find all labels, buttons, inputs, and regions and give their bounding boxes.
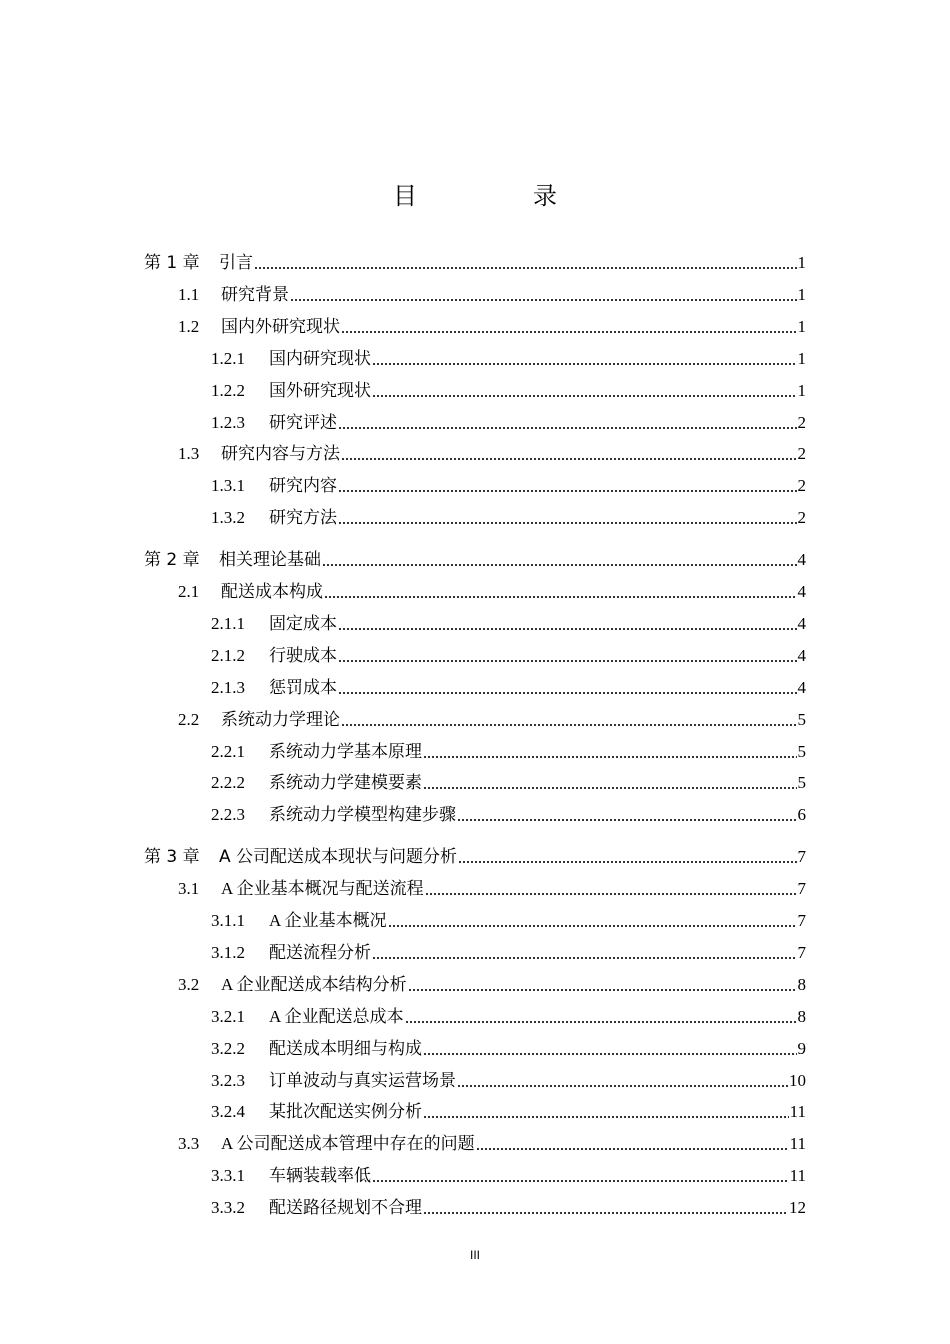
toc-entry-page: 7	[797, 847, 806, 867]
toc-entry-page: 1	[797, 348, 806, 368]
toc-dot-leader	[388, 922, 797, 928]
toc-dot-leader	[423, 1050, 797, 1056]
toc-dot-leader	[423, 784, 797, 790]
toc-dot-leader	[338, 657, 797, 663]
toc-dot-leader	[423, 1209, 788, 1215]
toc-entry[interactable]	[211, 934, 806, 964]
toc-dot-leader	[341, 328, 797, 334]
toc-entry[interactable]	[211, 467, 806, 497]
toc-entry-title: 系统动力学理论	[221, 709, 340, 729]
toc-entry[interactable]	[211, 1157, 806, 1187]
toc-entry-page: 9	[797, 1038, 806, 1058]
toc-entry-title: A 企业配送成本结构分析	[221, 974, 407, 994]
toc-dot-leader	[341, 721, 797, 727]
toc-entry-page: 7	[797, 942, 806, 962]
toc-entry-number: 3.1	[178, 879, 200, 899]
toc-entry[interactable]	[178, 966, 806, 996]
toc-dot-leader	[338, 519, 797, 525]
toc-entry-number: 1.3	[178, 444, 200, 464]
toc-entry-number: 1.2	[178, 316, 200, 336]
toc-entry-title: 国外研究现状	[269, 380, 371, 400]
toc-dot-leader	[372, 360, 797, 366]
toc-dot-leader	[290, 296, 797, 302]
toc-entry-page: 10	[789, 1070, 806, 1090]
toc-entry-page: 1	[797, 284, 806, 304]
toc-entry-title: 系统动力学模型构建步骤	[269, 805, 456, 825]
toc-dot-leader	[322, 561, 797, 567]
toc-entry[interactable]	[211, 404, 806, 434]
toc-entry-page: 12	[789, 1198, 806, 1218]
toc-entry-number: 3.3.2	[211, 1198, 245, 1218]
toc-dot-leader	[338, 689, 797, 695]
toc-entry[interactable]	[178, 308, 806, 338]
toc-entry-title: 引言	[219, 253, 253, 273]
toc-entry-page: 5	[797, 741, 806, 761]
toc-entry-title: A 企业基本概况与配送流程	[221, 879, 424, 899]
toc-entry-page: 4	[797, 613, 806, 633]
toc-entry-title: 研究内容与方法	[221, 444, 340, 464]
toc-entry-page: 11	[789, 1166, 806, 1186]
toc-entry-number: 3.2	[178, 974, 200, 994]
toc-entry-title: 配送成本明细与构成	[269, 1038, 422, 1058]
toc-entry-title: A 公司配送成本现状与问题分析	[219, 847, 458, 868]
toc-entry-title: 配送路径规划不合理	[269, 1198, 422, 1218]
toc-entry-page: 11	[789, 1102, 806, 1122]
toc-entry-title: 配送流程分析	[269, 942, 371, 962]
toc-entry[interactable]	[211, 764, 806, 794]
toc-entry-page: 7	[797, 879, 806, 899]
toc-entry-page: 11	[789, 1134, 806, 1154]
toc-entry-number: 1.3.2	[211, 508, 245, 528]
toc-entry-title: 相关理论基础	[219, 550, 321, 571]
toc-dot-leader	[405, 1018, 797, 1024]
toc-entry-page: 4	[797, 582, 806, 601]
toc-entry-page: 1	[797, 253, 806, 272]
toc-entry-title: 系统动力学基本原理	[269, 741, 422, 761]
toc-dot-leader	[254, 264, 797, 270]
toc-entry-number: 2.2.1	[211, 741, 245, 761]
toc-entry[interactable]	[178, 1125, 806, 1155]
toc-entry-number: 1.2.2	[211, 380, 245, 400]
toc-dot-leader	[338, 625, 797, 631]
toc-entry-title: 某批次配送实例分析	[269, 1102, 422, 1122]
toc-entry-page: 1	[797, 316, 806, 336]
toc-entry[interactable]	[211, 1030, 806, 1060]
toc-entry-number: 3.2.4	[211, 1102, 245, 1122]
page-number: III	[469, 1248, 480, 1262]
toc-entry-page: 2	[797, 444, 806, 464]
toc-entry-number: 3.1.2	[211, 942, 245, 962]
toc-entry-number: 1.1	[178, 284, 200, 304]
toc-entry-page: 2	[797, 476, 806, 496]
toc-entry-page: 8	[797, 1006, 806, 1026]
toc-dot-leader	[338, 487, 797, 493]
toc-entry[interactable]	[211, 340, 806, 370]
toc-entry-title: 配送成本构成	[221, 582, 323, 601]
toc-entry[interactable]	[178, 276, 806, 306]
toc-entry-number: 2.1.2	[211, 645, 245, 665]
toc-entry-number: 2.1.3	[211, 677, 245, 697]
toc-entry-page: 4	[797, 677, 806, 697]
toc-dot-leader	[476, 1145, 789, 1151]
toc-dot-leader	[458, 858, 796, 864]
toc-dot-leader	[425, 890, 797, 896]
toc-entry-number: 第 2 章	[144, 550, 200, 571]
toc-entry-page: 2	[797, 508, 806, 528]
toc-entry-page: 5	[797, 709, 806, 729]
toc-dot-leader	[324, 593, 797, 599]
toc-dot-leader	[372, 392, 797, 398]
toc-dot-leader	[457, 1082, 788, 1088]
toc-entry-page: 4	[797, 550, 806, 570]
toc-entry[interactable]	[211, 902, 806, 932]
toc-entry[interactable]	[211, 605, 806, 635]
toc-entry-title: 国内研究现状	[269, 348, 371, 368]
toc-entry-title: 研究评述	[269, 412, 337, 432]
toc-entry[interactable]	[211, 1189, 806, 1219]
toc-entry-number: 1.3.1	[211, 476, 245, 496]
toc-entry-number: 1.2.3	[211, 412, 245, 432]
toc-entry-page: 8	[797, 974, 806, 994]
toc-entry-title: A 公司配送成本管理中存在的问题	[221, 1134, 475, 1154]
toc-entry[interactable]	[178, 870, 806, 900]
toc-entry[interactable]	[144, 838, 806, 868]
toc-entry-number: 3.1.1	[211, 911, 245, 930]
toc-entry[interactable]	[211, 372, 806, 402]
toc-dot-leader	[408, 986, 797, 992]
toc-entry-title: 订单波动与真实运营场景	[269, 1070, 456, 1090]
toc-entry-number: 2.1	[178, 582, 200, 601]
toc-entry[interactable]	[211, 1062, 806, 1092]
toc-entry-title: 车辆装载率低	[269, 1166, 371, 1186]
toc-entry-title: 研究内容	[269, 476, 337, 496]
toc-entry[interactable]	[211, 796, 806, 826]
toc-entry-number: 3.2.2	[211, 1038, 245, 1058]
toc-entry-number: 第 3 章	[144, 847, 200, 868]
toc-dot-leader	[341, 455, 797, 461]
toc-dot-leader	[423, 1113, 789, 1119]
toc-entry[interactable]	[211, 998, 806, 1028]
toc-dot-leader	[457, 816, 797, 822]
toc-entry-page: 5	[797, 773, 806, 793]
toc-entry-page: 6	[797, 805, 806, 825]
toc-title: 目 录	[393, 182, 603, 210]
toc-entry-number: 2.2.3	[211, 805, 245, 825]
toc-entry-title: A 企业配送总成本	[269, 1006, 404, 1026]
toc-entry-title: 系统动力学建模要素	[269, 773, 422, 793]
toc-entry-page: 1	[797, 380, 806, 400]
toc-entry-title: 行驶成本	[269, 645, 337, 665]
toc-entry[interactable]	[211, 499, 806, 529]
toc-entry[interactable]	[211, 1093, 806, 1123]
toc-entry[interactable]	[211, 669, 806, 699]
toc-entry[interactable]	[178, 573, 806, 603]
toc-entry-page: 4	[797, 645, 806, 665]
toc-entry-number: 1.2.1	[211, 348, 245, 368]
toc-entry-number: 3.3	[178, 1134, 200, 1154]
toc-entry[interactable]	[211, 733, 806, 763]
toc-entry-title: 固定成本	[269, 613, 337, 633]
toc-entry-number: 第 1 章	[144, 253, 200, 273]
toc-entry-page: 2	[797, 412, 806, 432]
toc-entry-number: 3.3.1	[211, 1166, 245, 1186]
toc-dot-leader	[338, 424, 797, 430]
toc-entry-number: 2.1.1	[211, 613, 245, 633]
toc-entry-page: 7	[797, 911, 806, 930]
toc-entry[interactable]	[144, 541, 806, 571]
toc-entry[interactable]	[144, 244, 806, 274]
toc-entry-number: 3.2.1	[211, 1006, 245, 1026]
toc-entry-number: 3.2.3	[211, 1070, 245, 1090]
toc-entry[interactable]	[178, 435, 806, 465]
toc-entry-title: 国内外研究现状	[221, 316, 340, 336]
toc-entry-title: 研究方法	[269, 508, 337, 528]
toc-entry-number: 2.2.2	[211, 773, 245, 793]
toc-dot-leader	[372, 1177, 789, 1183]
toc-entry-title: 研究背景	[221, 284, 289, 304]
toc-dot-leader	[372, 954, 797, 960]
toc-dot-leader	[423, 753, 797, 759]
toc-entry-title: A 企业基本概况	[269, 911, 387, 930]
toc-entry[interactable]	[211, 637, 806, 667]
toc-entry-title: 惩罚成本	[269, 677, 337, 697]
toc-entry-number: 2.2	[178, 709, 200, 729]
toc-entry[interactable]	[178, 701, 806, 731]
